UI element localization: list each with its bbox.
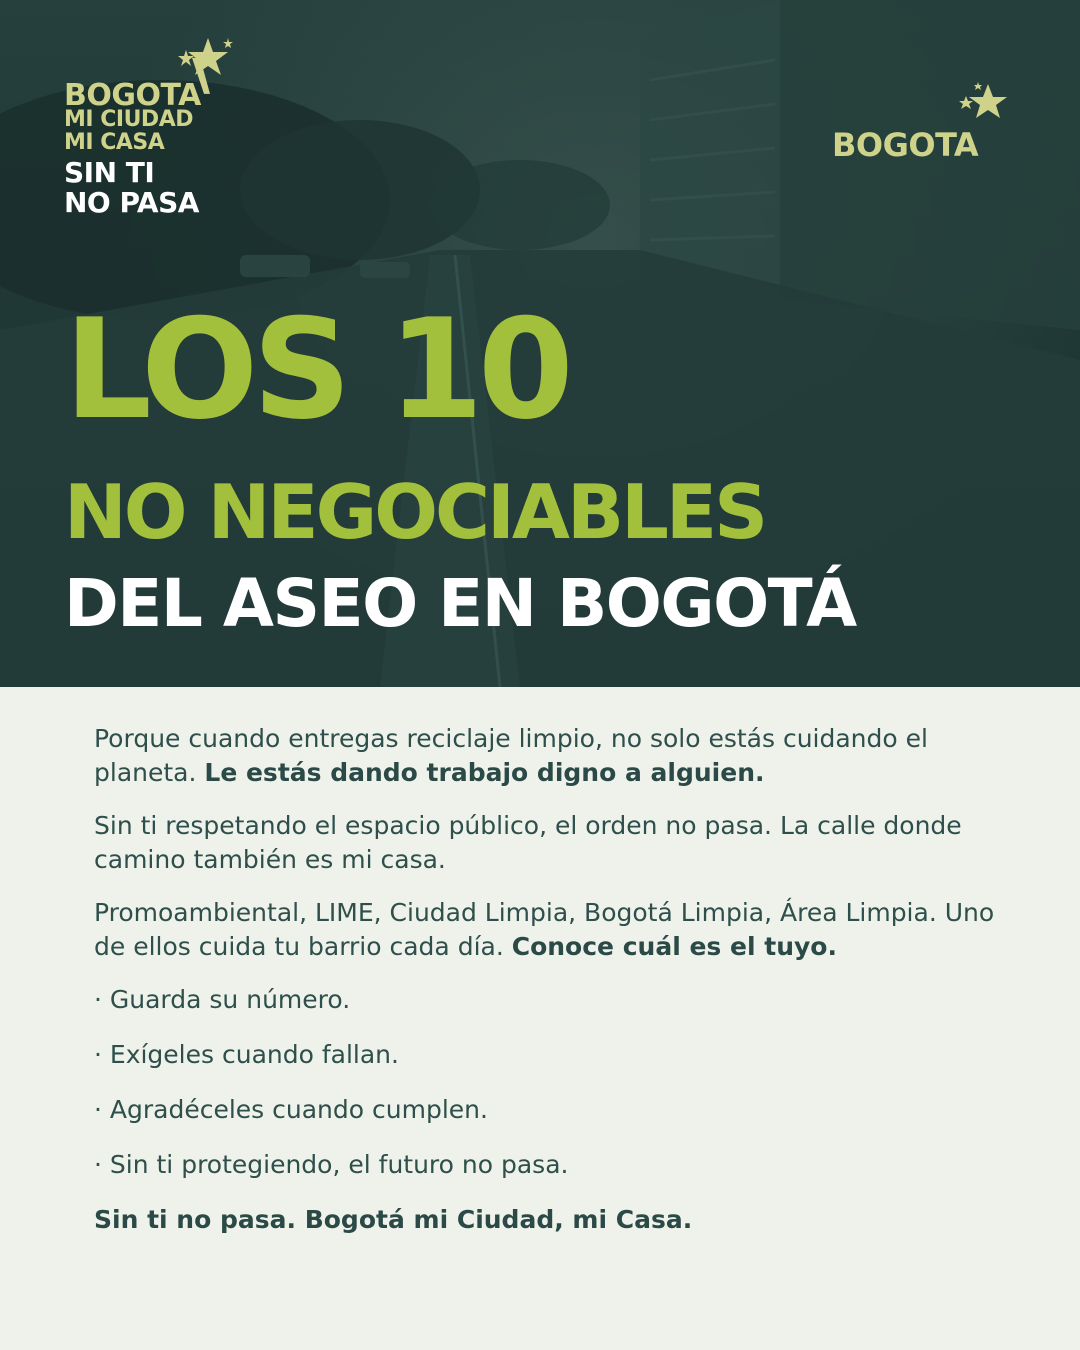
paragraph-3 bbox=[94, 896, 1014, 964]
bogota-logo bbox=[832, 82, 1012, 182]
campaign-logo bbox=[64, 36, 264, 226]
list-item: · Exígeles cuando fallan. bbox=[94, 1040, 399, 1069]
list-item: · Sin ti protegiendo, el futuro no pasa. bbox=[94, 1150, 569, 1179]
campaign-logo-line-5: NO PASA bbox=[64, 186, 199, 219]
list-item: · Guarda su número. bbox=[94, 985, 351, 1014]
campaign-logo-line-1: BOGOTA bbox=[64, 78, 201, 113]
body-text bbox=[94, 722, 1014, 1256]
bogota-logo-word: BOGOTA bbox=[832, 126, 979, 164]
star-icon bbox=[948, 82, 1018, 132]
campaign-logo-line-3: MI CASA bbox=[64, 130, 165, 155]
campaign-logo-line-2: MI CIUDAD bbox=[64, 107, 193, 132]
paragraph-1 bbox=[94, 722, 1014, 790]
paragraph-1-text: Porque cuando entregas reciclaje limpio, no solo estás cuidando el planeta. bbox=[94, 724, 928, 787]
paragraph-2: Sin ti respetando el espacio público, el orden no pasa. La calle donde camino también es mi casa. bbox=[94, 811, 962, 874]
list-item: · Agradéceles cuando cumplen. bbox=[94, 1095, 488, 1124]
headline-line-1: LOS 10 bbox=[64, 289, 568, 450]
paragraph-3-emphasis: Conoce cuál es el tuyo. bbox=[511, 932, 837, 961]
campaign-logo-line-4: SIN TI bbox=[64, 156, 155, 189]
paragraph-1-emphasis: Le estás dando trabajo digno a alguien. bbox=[204, 758, 765, 787]
paragraph-3-text: Promoambiental, LIME, Ciudad Limpia, Bogotá Limpia, Área Limpia. Uno de ellos cuida tu barrio cada día. bbox=[94, 898, 995, 961]
closing-slogan: Sin ti no pasa. Bogotá mi Ciudad, mi Casa. bbox=[94, 1205, 693, 1234]
headline-line-3: DEL ASEO EN BOGOTÁ bbox=[64, 565, 856, 642]
headline-line-2: NO NEGOCIABLES bbox=[64, 468, 766, 556]
